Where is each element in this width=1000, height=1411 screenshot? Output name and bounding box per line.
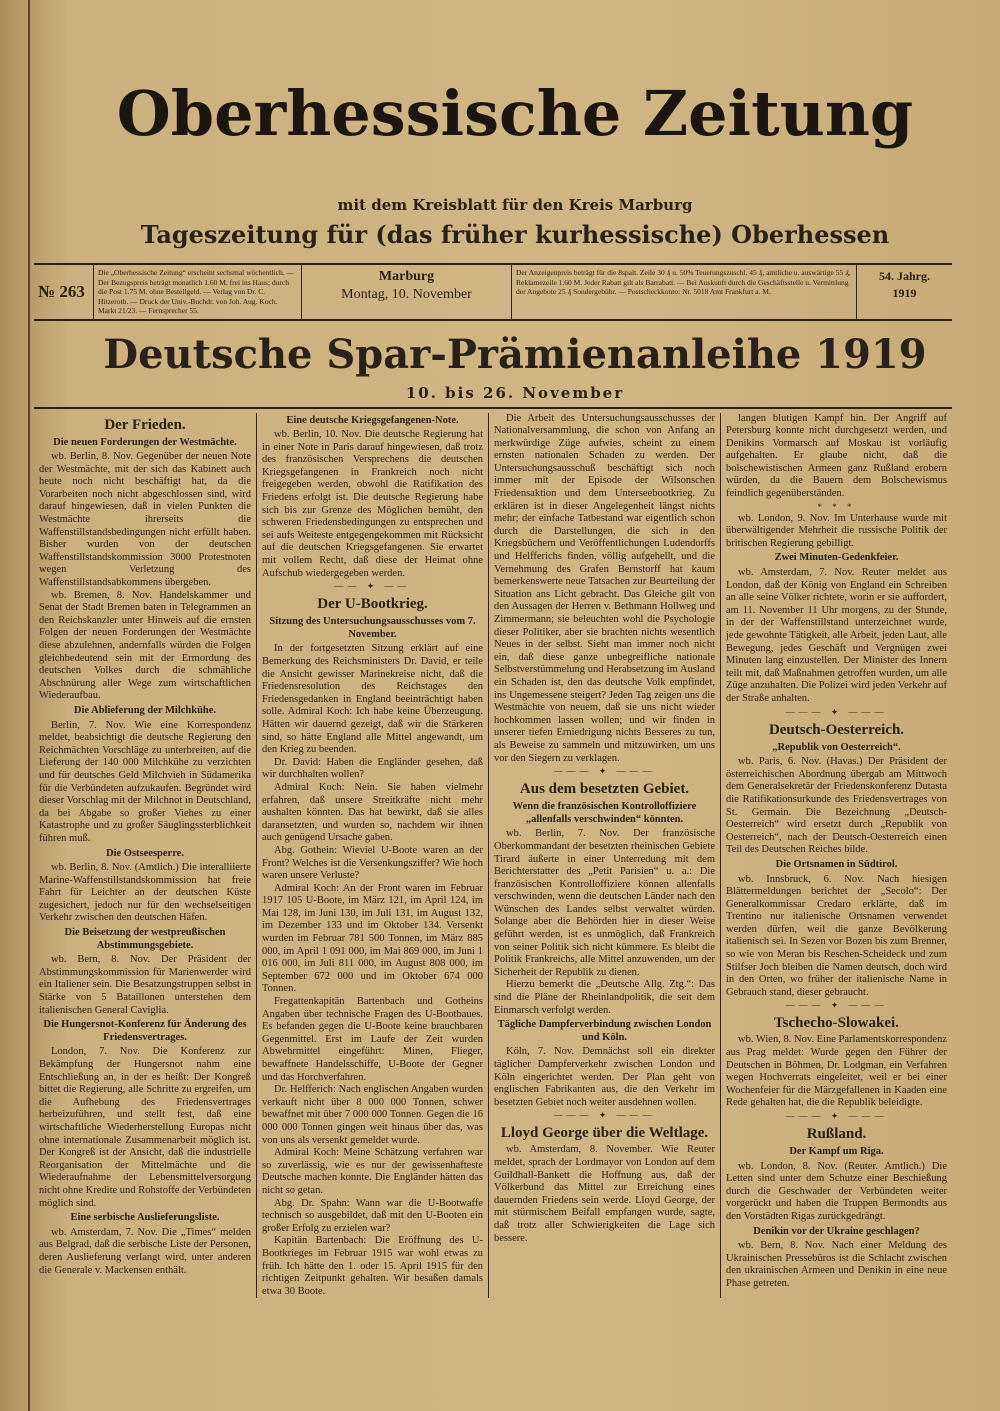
article-subheading: Die Ablieferung der Milchkühe.	[73, 704, 217, 716]
article-headline: Der Frieden.	[104, 416, 186, 433]
article-paragraph: Admiral Koch: An der Front waren im Februar 1917 105 U-Boote, im März 121, im April 124, im Mai 128, im Juni 130, im Juli 131, im August 132, im Dezember 133 und im Oktober 134. Versenkt wurden im Februar 781 500 Tonnen, im März 885 000, im April 1 091 000, im Mai 869 000, im Juni 1 016 000, im Juli 811 000, im August 808 000, im September 672 000 und im Oktober 674 000 Tonnen.	[262, 882, 483, 995]
article-paragraph: wb. Berlin, 7. Nov. Der französische Oberkommandant der besetzten rheinischen Gebiete Tirard äußerte in einer Unterredung mit dem Berichterstatter des „Petit Parisien“ u. a.: Die französischen Kontrolloffiziere können allenfalls verschwinden, wenn die deutschen Länder nach den Wünschen des Landes selbst verwaltet würden. Solange aber die Behörden hier in dieser Weise geführt werden, ist es unmöglich, daß Frankreich von seiner Politik sich nicht kümmere. Es bleibt die Politik Frankreichs, alle Mittel anzuwenden, um der Sicherheit der Republik zu dienen.	[494, 828, 715, 978]
article-headline: Lloyd George über die Weltlage.	[500, 1125, 709, 1142]
city: Marburg	[378, 269, 435, 284]
article-paragraph: langen blutigen Kampf hin. Der Angriff auf Petersburg konnte nicht durchgesetzt werden, und Denikins Vormarsch auf Moskau ist vorläufig aufgehalten. Er glaube nicht, daß die bolschewistischen Armeen ganz Rußland erobern würden, da die Bauern dem Bolschewismus feindlich gegenüberständen.	[726, 412, 947, 500]
banner-headline: Deutsche Spar-Prämienanleihe 1919	[103, 330, 927, 378]
issue-info-bar	[34, 263, 952, 321]
masthead-title: Oberhessische Zeitung	[116, 77, 914, 150]
column-1	[34, 413, 256, 1299]
article-subheading: „Republik von Oesterreich“.	[772, 741, 901, 753]
adjacent-page-edge	[0, 0, 30, 1411]
article-headline: Tschecho-Slowakei.	[774, 1015, 899, 1032]
article-paragraph: Abg. Dr. Spahn: Wann war die U-Bootwaffe technisch so ausgebildet, daß mit den U-Booten ein großer Erfolg zu erzielen war?	[262, 1197, 483, 1234]
article-paragraph: wb. Berlin, 10. Nov. Die deutsche Regierung hat in einer Note in Paris darauf hingewiesen, daß trotz des französischen Versprechens die deutschen Kriegsgefangenen in Frankreich noch nicht freigegeben werden, obwohl die Ratifikation des Friedens erfolgt ist. Die deutsche Regierung habe sich bis zur Grenze des Möglichen bemüht, den schweren Friedensbedingungen zu entsprechen und sei aufs Weiteste entgegengekommen mit Rücksicht auf die deutschen Kriegsgefangenen. Sie erwartet mit vollem Recht, daß diese der Heimat ohne Aufschub wiedergegeben werden.	[262, 429, 483, 579]
subscription-note: Die „Oberhessische Zeitung“ erscheint sechsmal wöchentlich. — Der Bezugspreis beträgt monatlich 1.60 M. frei ins Haus; durch die Post 1.75 M. ohne Bestellgeld. — Verlag von Dr. C. Hitzeroth. — Druck der Univ.-Buchdr. von Joh. Aug. Koch. Markt 21/23. — Fernsprecher 55.	[94, 265, 302, 319]
article-subheading: Eine deutsche Kriegsgefangenen-Note.	[286, 414, 459, 426]
year: 1919	[892, 286, 917, 300]
article-subheading: Die Hungersnot-Konferenz für Änderung des Friedensvertrages.	[43, 1019, 247, 1043]
banner-dates: 10. bis 26. November	[405, 383, 625, 402]
advertising-note: Der Anzeigenpreis beträgt für die 8spalt. Zeile 30 ₰ u. 50% Teuerungszuschl. 45 ₰, amtliche u. auswärtige 55 ₰, Reklamezeile 1.60 M. Jeder Rabatt gilt als Barrabatt. — Bei Auskunft durch die Geschäftsstelle u. Vermittlung der Angebote 25 ₰ Sondergebühr. — Postscheckkonto: Nr. 5018 Amt Frankfurt a. M.	[512, 265, 857, 319]
article-subheading: Wenn die französischen Kontrolloffiziere „allenfalls verschwinden“ könnten.	[512, 801, 697, 825]
article-paragraph: wb. Berlin, 8. Nov. Gegenüber der neuen Note der Westmächte, mit der sich das Kabinett auch heute noch nicht beschäftigt hat, da die Vorarbeiten noch nicht abgeschlossen sind, wird darauf hingewiesen, daß in vielen Punkten die Westmächte ihrerseits die Waffenstillstandsbedingungen nicht erfüllt haben. Bisher wurden von der deutschen Waffenstillstandskommission 3000 Protestnoten wegen Verletzung des Waffenstillstandsabkommens übergeben.	[39, 451, 251, 589]
article-paragraph: wb. Bern, 8. Nov. Der Präsident der Abstimmungskommission für Marienwerder wird ein Italiener sein. Die Besatzungstruppen selbst in Stärke von 5 Bataillonen unterstehen dem italienischen General Caviglia.	[39, 954, 251, 1016]
article-paragraph: wb. London, 9. Nov. Im Unterhause wurde mit überwältigender Mehrheit die russische Politik der britischen Regierung gebilligt.	[726, 512, 947, 549]
article-paragraph: wb. Bern, 8. Nov. Nach einer Meldung des Ukrainischen Pressebüros ist die Schlacht zwischen den ukrainischen Armeen und Denikin in eine neue Phase getreten.	[726, 1240, 947, 1289]
masthead-subtitle: mit dem Kreisblatt für den Kreis Marburg	[337, 196, 693, 214]
issue-date: Montag, 10. November	[341, 287, 472, 302]
newspaper-page	[30, 0, 1000, 1411]
volume: 54. Jahrg.	[879, 269, 930, 283]
article-subheading: Sitzung des Untersuchungsausschusses vom 7. November.	[269, 616, 476, 640]
article-headline: Aus dem besetzten Gebiet.	[519, 781, 690, 798]
article-paragraph: Kapitän Bartenbach: Die Eröffnung des U-Bootkrieges im Februar 1915 war wohl etwas zu früh. Ich hätte den 1. oder 15. April 1915 für den richtigen Zeitpunkt gehalten. Wir besaßen damals etwa 30 Boote.	[262, 1235, 483, 1297]
article-paragraph: Berlin, 7. Nov. Wie eine Korrespondenz meldet, beabsichtigt die deutsche Regierung den Reichmächten Vorschläge zu unterbreiten, auf die Lieferung der 140 000 Milchkühe zu verzichten und für deutsches Geld Milchvieh in Südamerika für die Verbündeten aufzukaufen. Begründet wird dieser Vorschlag mit der Milchnot in Deutschland, da bei Abgabe so großer Viehes zu einer Katastrophe und zu großer Säuglingssterblichkeit führen muß.	[39, 719, 251, 844]
article-paragraph: Fregattenkapitän Bartenbach und Gotheins Angaben über technische Fragen des U-Bootbaues. Es befanden gegen die U-Boote keine brauchbaren Gegenmittel. Erst im Laufe der Zeit wurden Abwehrmittel eingeführt: Minen, Flieger, bewaffnete Handelsschiffe, U-Boote der Gegner und das Horchverfahren.	[262, 996, 483, 1083]
separator: —— ✦ ——	[334, 581, 411, 592]
separator: ——— ✦ ———	[785, 1000, 888, 1011]
masthead-tagline: Tageszeitung für (das früher kurhessische) Oberhessen	[140, 220, 890, 249]
dateline	[302, 265, 512, 319]
article-subheading: Die neuen Forderungen der Westmächte.	[53, 436, 237, 448]
article-paragraph: wb. Innsbruck, 6. Nov. Nach hiesigen Blättermeldungen berichtet der „Secolo“: Der Generalkommissar Credaro erklärte, daß im Trentino nur italienische Ortsnamen verwendet werden dürfen, weil die ganze Bevölkerung italienisch sei. In Sezen vor Bozen bis zum Brenner, so wie von Meran bis Reschen-Scheideck und zum Stilfser Joch bleiben die Namen deutsch, doch wird in den Orten, wo früher der italienische Name in Gebrauch stand, dieser gebraucht.	[726, 873, 947, 998]
separator: ——— ✦ ———	[785, 706, 888, 717]
article-paragraph: wb. Amsterdam, 8. November. Wie Reuter meldet, sprach der Lordmayor von London auf dem Guildhall-Bankett die Hoffnung aus, daß der Völkerbund das Mittel zur Erreichung eines dauernden Friedens sein werde. Lloyd George, der mit stürmischem Beifall empfangen wurde, sagte, daß trotz aller Schwierigkeiten die Lage sich bessere.	[494, 1144, 715, 1244]
article-paragraph: Abg. Gothein: Wieviel U-Boote waren an der Front? Welches ist die Versenkungsziffer? Wie hoch waren unsere Verluste?	[262, 844, 483, 882]
article-paragraph: wb. Amsterdam, 7. Nov. Die „Times“ melden aus Belgrad, daß die serbische Liste der Personen, deren Auslieferung verlangt wird, unter anderen die Generale v. Mackensen enthält.	[39, 1226, 251, 1276]
article-paragraph: In der fortgesetzten Sitzung erklärt auf eine Bemerkung des Reichsministers Dr. David, er teile die Ansicht gewisser Marinekreise nicht, daß die Friedensresolution des Reichstages den Friedensgedanken in England beeinträchtigt haben solle. Admiral Koch: Ich habe keine Überzeugung. Hätten wir dauernd gezeigt, daß wir die Stärkeren sind, so hätte England alle Mittel angewandt, um den Krieg zu beenden.	[262, 643, 483, 756]
article-paragraph: wb. Amsterdam, 7. Nov. Reuter meldet aus London, daß der König von England ein Schreiben an alle seine Völker richtete, worin er sie auffordert, am 11. November 11 Uhr morgens, zu der Stunde, in der der Waffenstillstand unterzeichnet wurde, jede gewohnte Tätigkeit, alle Arbeit, jeden Laut, alle Bewegung, jedes Geschäft und Vergnügen zwei Minuten lang einzustellen. Der Minister des Innern teilt mit, daß Maßnahmen getroffen wurden, um alle Züge anzuhalten. Die Polizei wird jeden Verkehr auf der Straße anhalten.	[726, 567, 947, 704]
article-paragraph: London, 7. Nov. Die Konferenz zur Bekämpfung der Hungersnot nahm eine Entschließung an, in der es heißt: Der Kongreß bittet die Regierung, alle Schritte zu ergreifen, um die Aufhebung des Friedensvertrages herbeizuführen, und stellt fest, daß eine wirtschaftliche Wiederherstellung Europas nicht ohne internationale Zusammenarbeit möglich ist. Der Kongreß ist der Ansicht, daß die industrielle Reorganisation der Mittelmächte und die Wiederaufnahme der Lebensmittelversorgung nicht ohne Kredite und Rohstoffe der Verbündeten möglich sind.	[39, 1046, 251, 1209]
article-headline: Deutsch-Oesterreich.	[768, 721, 905, 738]
column-2	[256, 413, 488, 1299]
separator: ——— ✦ ———	[785, 1111, 888, 1121]
article-paragraph: wb. Wien, 8. Nov. Eine Parlamentskorrespondenz aus Prag meldet: Wurde gegen den Führer der Deutschen in Böhmen, Dr. Lodgman, ein Verfahren wegen Hochverrats eingeleitet, weil er bei einer Wochenfeier für die Märzgefallenen in Kaaden eine Rede gehalten hat, die die Republik beleidigte.	[726, 1034, 947, 1109]
article-subheading: Die Beisetzung der westpreußischen Abstimmungsgebiete.	[64, 927, 226, 951]
issue-number: № 263	[34, 265, 94, 319]
article-paragraph: Die Arbeit des Untersuchungsausschusses der Nationalversammlung, die schon von Anfang an merkwürdige Züge aufwies, scheint zu einem ernsten nationalen Schaden zu werden. Der Untersuchungsausschuß beschäftigt sich noch immer mit der Episode der Wilsonschen Friedensaktion und dem Unterseebootkrieg. Zu erklären ist in dieser Angelegenheit längst nichts mehr; der einfache Tatbestand war eigentlich schon durch die Darstellungen, die sich in den Kriegsbüchern und Veröffentlichungen Ludendorffs und Helfferichs finden, völlig aufgehellt, und die Vernehmung des Grafen Bernstorff hat kaum bemerkenswerte neue Tatsachen zur Beurteilung der Situation ans Licht gebracht. Das Gleiche gilt von den Aussagen der Herren v. Bethmann Hollweg und Zimmermann; sie beleuchten wohl die Psychologie dieser Politiker, aber sie brachten nichts wesentlich Neues in der selbst. Sieht man immer noch nicht ein, daß diese ganze unbegreifliche nationale Selbstverstümmelung und Herabsetzung im Ausland ein Schaden ist, den das deutsche Volk empfindet, ins Ungemessene steigert? Jeden Tag zeigen uns die Westmächte von neuem, daß sie uns nicht wieder hochkommen lassen wollen; und wir finden in unserer tiefen Erniedrigung nichts Besseres zu tun, als Beweise zu sammeln und mitzuwirken, um uns vor den Siegern zu verklagen.	[494, 412, 715, 764]
column-4	[720, 413, 952, 1299]
article-paragraph: Admiral Koch: Nein. Sie haben vielmehr erfahren, daß unsere Streitkräfte nicht mehr aushalten könnten. Das hat bewirkt, daß sie alles daransetzten, und wurden so, nachdem wir ihnen auch genügend Ursache gaben.	[262, 781, 483, 844]
article-paragraph: wb. Paris, 6. Nov. (Havas.) Der Präsident der österreichischen Abordnung übergab am Mittwoch dem Generalsekretär der Friedenskonferenz Dutasta die Ratifikationsurkunde des Friedensvertrages von St. Germain. Die Bezeichnung „Deutsch-Oesterreich“ wird ersetzt durch „Republik von Oesterreich“, nach der Deutsch-Oesterreich einen Teil des Deutschen Reiches bilde.	[726, 756, 947, 856]
article-subheading: Die Ortsnamen in Südtirol.	[775, 858, 898, 870]
article-paragraph: Hierzu bemerkt die „Deutsche Allg. Ztg.“: Das sind die Pläne der Rheinlandpolitik, die seit dem Einmarsch verfolgt werden.	[494, 979, 715, 1016]
article-subheading: Zwei Minuten-Gedenkfeier.	[774, 552, 899, 564]
article-paragraph: wb. London, 8. Nov. (Reuter. Amtlich.) Die Letten sind unter dem Schutze einer Beschießung durch die Geschwader der Verbündeten weiter vorgerückt und haben die Truppen Bermondts aus den Vorstädten Rigas zurückgedrängt.	[726, 1160, 947, 1222]
separator: * * *	[817, 501, 856, 512]
article-headline: Rußland.	[806, 1126, 867, 1142]
article-subheading: Tägliche Dampferverbindung zwischen London und Köln.	[497, 1019, 712, 1043]
article-paragraph: Admiral Koch: Meine Schätzung verfahren war so zuverlässig, wie es nur der gewissenhafteste Deutsche machen konnte. Die Engländer hätten das nicht so getan.	[262, 1147, 483, 1196]
article-paragraph: Dr. David: Haben die Engländer gesehen, daß wir durchhalten wollen?	[262, 756, 483, 781]
article-subheading: Der Kampf um Riga.	[789, 1146, 884, 1157]
volume-year	[857, 265, 952, 319]
separator: ——— ✦ ———	[553, 1110, 656, 1121]
article-subheading: Eine serbische Auslieferungsliste.	[70, 1212, 220, 1224]
article-subheading: Denikin vor der Ukraine geschlagen?	[753, 1225, 920, 1237]
article-paragraph: Dr. Helfferich: Nach englischen Angaben wurden verkauft nicht über 8 000 000 Tonnen, schwer bewaffnet mit über 7 000 000 Tonnen. Gegen die 16 000 000 Tonnen gingen weit hinaus über das, was von uns als versenkt gemeldet wurde.	[262, 1084, 483, 1146]
article-paragraph: Köln, 7. Nov. Demnächst soll ein direkter täglicher Dampferverkehr zwischen London und Köln eingerichtet werden. Der Plan geht von englischen Fabrikanten aus, die den Verkehr im besetzten Gebiet noch weiter ausdehnen wollen.	[494, 1046, 715, 1108]
column-3	[488, 413, 720, 1299]
article-subheading: Die Ostseesperre.	[106, 847, 184, 859]
article-columns	[34, 407, 952, 1299]
article-paragraph: wb. Bremen, 8. Nov. Handelskammer und Senat der Stadt Bremen baten in Telegrammen an den Reichskanzler unter Hinweis auf die ernsten Folgen der neuen Forderungen der Westmächte diese abzulehnen, andernfalls würden die Folgen gleichbedeutend sein mit der Ermordung des deutschen Volkes durch die schmähliche Abschnürung aller Wege zum wirtschaftlichen Wiederaufbau.	[39, 589, 251, 702]
article-paragraph: wb. Berlin, 8. Nov. (Amtlich.) Die interalliierte Marine-Waffenstillstandskommission hat freie Fahrt für Leichter an der deutschen Küste zugesichert, jedoch nur für den wechselseitigen Verkehr zwischen den deutschen Häfen.	[39, 862, 251, 924]
article-headline: Der U-Bootkrieg.	[317, 596, 428, 613]
separator: ——— ✦ ———	[553, 766, 656, 777]
